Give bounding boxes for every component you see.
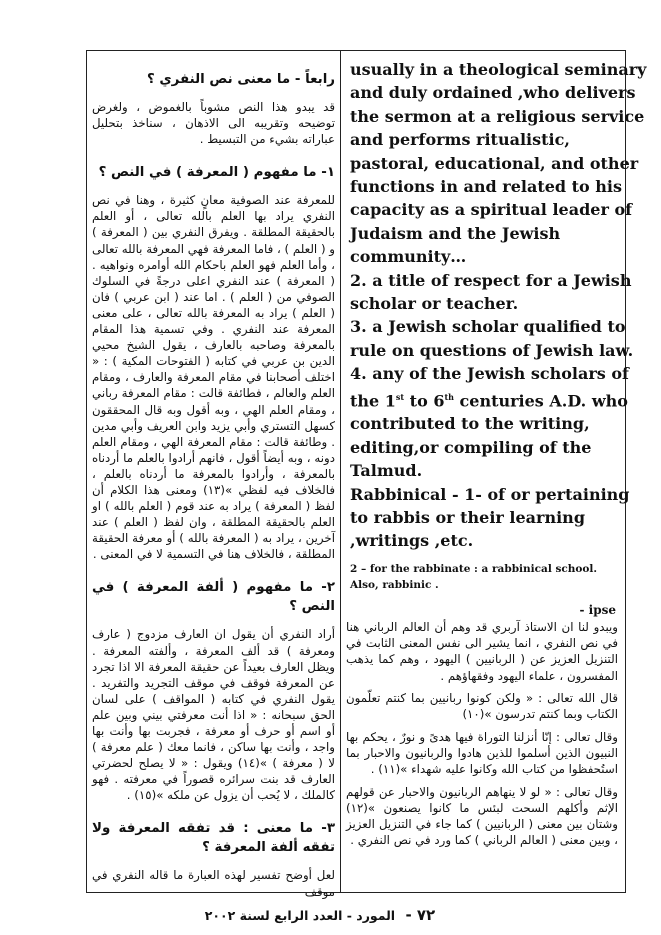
en-line: 2. a title of respect for a Jewish (350, 270, 632, 290)
en-line: Talmud. (350, 461, 423, 481)
page-footer (170, 906, 470, 928)
en-small-line: 2 – for the rabbinate : a rabbinical school. (350, 562, 598, 575)
en-line: Rabbinical - 1- of or pertaining (350, 484, 630, 504)
en-line: rule on questions of Jewish law. (350, 340, 634, 360)
page-number: ٧٢ - (405, 906, 436, 924)
section-heading-4: رابعاً - ما معنى نص النفري ؟ (146, 72, 335, 87)
section-heading-2: ٢- ما مفهوم ( ألفة المعرفة ) في النص ؟ (92, 580, 335, 615)
en-line: editing,or compiling of the (350, 437, 592, 457)
column-divider (340, 50, 341, 893)
ar-paragraph: وقال تعالى : إنّا أنزلنا التوراة فيها هدىً و نورٌ ، يحكم بها النبيون الذين أسلموا للذين هادوا والربانيون والاحبار بما استُحفظوا من كتاب الله وكانوا عليه شهداء »(١١) . (346, 729, 618, 777)
en-line-part: the 1 (350, 391, 396, 411)
section-heading-1: ١- ما مفهوم ( المعرفة ) في النص ؟ (98, 165, 335, 181)
en-line: the sermon at a religious service (350, 106, 645, 126)
en-line: 3. a Jewish scholar qualified to (350, 317, 626, 337)
en-small-line: Also, rabbinic . (350, 578, 439, 591)
english-small-note (344, 561, 622, 593)
en-line: Judaism and the Jewish (350, 223, 561, 243)
right-arabic-text (344, 619, 622, 849)
en-line: scholar or teacher. (350, 294, 519, 314)
en-line: pastoral, educational, and other (350, 153, 639, 173)
ar-paragraph: قال الله تعالى : « ولكن كونوا ربانيين بما كنتم تعلّمون الكتاب وبما كنتم تدرسون »(١٠) (346, 691, 618, 722)
paragraph-ulfa: أراد النفري أن يقول ان العارف مزدوج ( عارف ومعرفة ) قد ألف المعرفة ، وألفته المعرفة . ويظل العارف بعيداً عن حقيقة المعرفة الا اذا تجرد عن المعرفة فوقف في موقف التجريد والتفريد . يقول النفري في كتابه ( المواقف ) على لسان الحق سبحانه : « اذا أنت معرفتي بيني وبين علم أو اسم أو حرف أو معرفة ، فجربت بها وأنت بها واجد ، وأنت بها ساكن ، فانما معك ( علم معرفة ) لا ( معرفة ) »(١٤) ويقول : « لا يصلح لحضرتي العارف قد بنت سرائره قصوراً في معرفته . فهو كالملك ، لا يُحب أن يزول عن ملكه »(١٥) . (92, 627, 335, 803)
right-column (344, 58, 647, 888)
latin-tag: - ipse (579, 602, 616, 617)
paragraph-tafaqqah: لعل أوضح تفسير لهذه العبارة ما قاله النفري في موقف (92, 868, 335, 899)
left-arabic-column (92, 58, 335, 899)
en-line: ,writings ,etc. (350, 531, 474, 551)
paragraph-marifa: للمعرفة عند الصوفية معانٍ كثيرة ، وهنا في نص النفري يراد بها العلم بالله تعالى ، أو العلم بالحقيقة المطلقة . ويفرق النفري بين ( المعرفة ) و ( العلم ) ، فاما المعرفة فهي المعرفة بالله تعالى ، وأما العلم فهو العلم باحكام الله أوامره ونواهيه . ( المعرفة ) عند النفري اعلى درجةً في السلوك الصوفي من ( العلم ) . اما عند ( ابن عربي ) فان ( العلم ) يراد به المعرفة بالله تعالى ، على معنى المعرفة عند النفري . وفي تسمية هذا المقام بالمعرفة وصاحبه بالعارف ، يقول الشيخ محيي الدين بن عربي في كتابه ( الفتوحات المكية ) : « اختلف أصحابنا في مقام المعرفة والعارف ، ومقام العلم والعالم ، فطائفة قالت : مقام المعرفة رباني ، ومقام العلم الهي ، وبه أقول وبه قال المحققون كسهل التستري وأبي يزيد وابن العريف وأبي مدين . وطائفة قالت : مقام المعرفة الهي ، ومقام العلم دونه ، وبه أيضاً أقول ، فانهم أرادوا بالعلم ما أردناه بالمعرفة ، وأرادوا بالمعرفة ما أردناه بالعلم ، فالخلاف فيه لفظي »(١٣) ومعنى هذا الكلام أن لفظ ( المعرفة ) يراد به عند قوم ( العلم بالله ) او العلم بالحقيقة المطلقة ، وان لفظ ( العلم ) عند آخرين ، يراد به ( المعرفة بالله ) أو معرفة الحقيقة المطلقة ، فالخلاف هنا في التسمية لا في المعنى . (92, 193, 335, 562)
en-line: 4. any of the Jewish scholars of (350, 364, 629, 384)
en-line: and performs ritualistic, (350, 130, 570, 150)
superscript-st: st (395, 391, 405, 402)
en-line-part: to 6 (404, 391, 445, 411)
en-line: community… (350, 247, 467, 267)
journal-line: المورد - العدد الرابع لسنة ٢٠٠٢ (204, 908, 396, 923)
en-line: usually in a theological seminary (350, 60, 647, 79)
en-line: contributed to the writing, (350, 414, 590, 434)
en-line: capacity as a spiritual leader of (350, 200, 632, 220)
en-line-part: centuries A.D. who (453, 391, 628, 411)
ar-paragraph: ويبدو لنا ان الاستاذ آربري قد وهم أن العالم الرباني هنا في نص النفري ، انما يشير الى نفس المعنى الثابت في التنزيل العزيز عن ( الربانيين ) اليهود ، وهم كما يذهب المفسرون ، علماء اليهود وفقهاؤهم . (346, 619, 618, 683)
superscript-th: th (444, 391, 454, 402)
en-line: functions in and related to his (350, 177, 623, 197)
ar-paragraph: وقال تعالى : « لو لا ينهاهم الربانيون والاحبار عن قولهم الإثم وأكلهم السحت لبئس ما كانوا يصنعون »(١٢) وشتان بين معنى ( الربانيين ) كما جاء في التنزيل العزيز ، وبين معنى ( العالم الرباني ) كما ورد في نص النفري . (346, 784, 618, 848)
english-definition-block (344, 58, 647, 553)
intro-paragraph: قد يبدو هذا النص مشوباً بالغموض ، ولغرض توضيحه وتقريبه الى الاذهان ، سناخذ بتحليل عباراته بشيء من التبسيط . (92, 100, 335, 147)
en-line: and duly ordained ,who delivers (350, 83, 636, 103)
en-line: to rabbis or their learning (350, 508, 585, 528)
section-heading-3: ٣- ما معنى : قد تفقه المعرفة ولا تفقه ألفة المعرفة ؟ (92, 821, 335, 856)
en-line-centuries (350, 386, 628, 413)
